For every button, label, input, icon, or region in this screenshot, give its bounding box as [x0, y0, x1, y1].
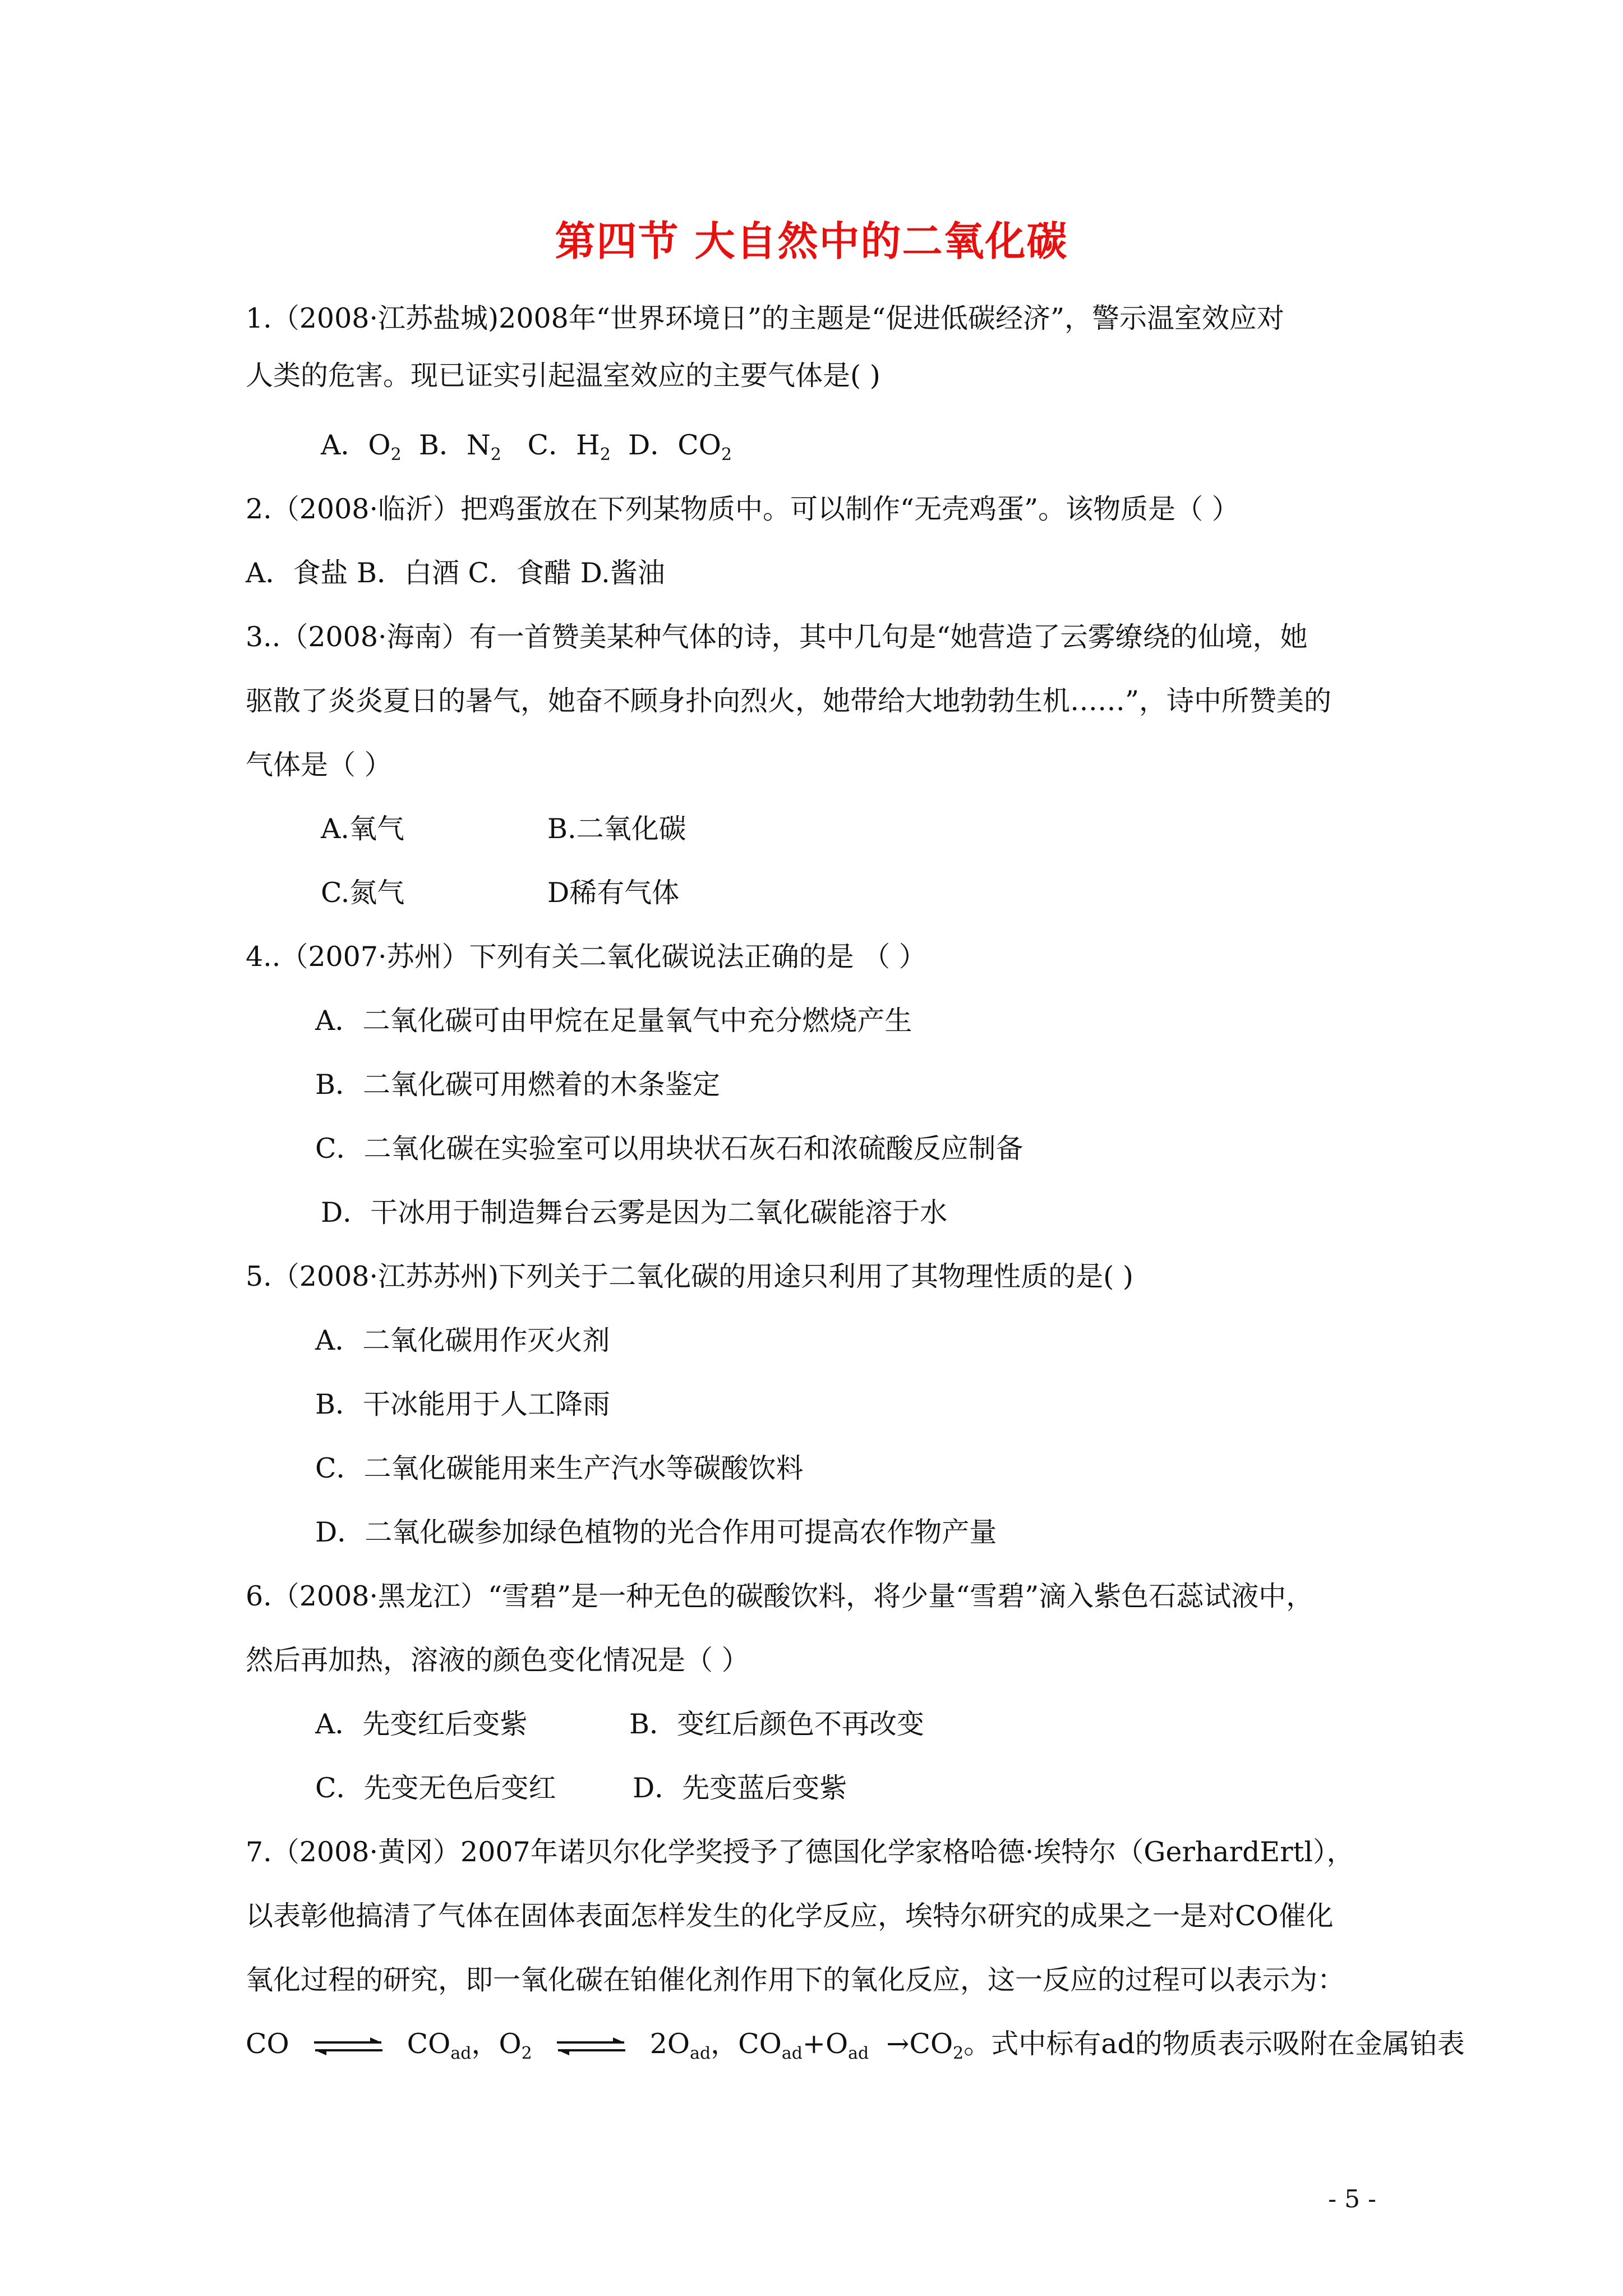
- q4-option-c: C．二氧化碳在实验室可以用块状石灰石和浓硫酸反应制备: [315, 1133, 1023, 1165]
- q7-stem-line1: 7.（2008·黄冈）2007年诺贝尔化学奖授予了德国化学家格哈德·埃特尔（GerhardErtl），: [246, 1836, 1354, 1868]
- q6-stem-line1: 6.（2008·黑龙江）“雪碧”是一种无色的碳酸饮料，将少量“雪碧”滴入紫色石蕊试液中，: [246, 1580, 1314, 1612]
- q1-option-d: D．$CO_2$: [628, 429, 732, 464]
- q3-option-d: D稀有气体: [547, 877, 680, 909]
- q6-option-b: B．变红后颜色不再改变: [629, 1708, 925, 1740]
- q3-stem-line1: 3..（2008·海南）有一首赞美某种气体的诗，其中几句是“她营造了云雾缭绕的仙境，她: [246, 621, 1308, 653]
- reversible-arrow-icon: [555, 2035, 628, 2058]
- q7-equation-line: [246, 2027, 1465, 2061]
- q1-option-b: B．$N_2$: [418, 429, 501, 464]
- q4-option-d: D．干冰用于制造舞台云雾是因为二氧化碳能溶于水: [321, 1197, 948, 1228]
- q2-stem-line1: 2.（2008·临沂）把鸡蛋放在下列某物质中。可以制作“无壳鸡蛋”。该物质是（ ）: [246, 493, 1239, 525]
- q5-option-d: D．二氧化碳参加绿色植物的光合作用可提高农作物产量: [315, 1516, 997, 1548]
- q4-option-b: B．二氧化碳可用燃着的木条鉴定: [315, 1069, 721, 1101]
- q6-option-a: A．先变红后变紫: [315, 1708, 528, 1740]
- q6-stem-line2: 然后再加热，溶液的颜色变化情况是（ ）: [246, 1644, 749, 1676]
- eq-2o-ad: $2O_{ad}$: [649, 2028, 711, 2063]
- q1-stem-line2: 人类的危害。现已证实引起温室效应的主要气体是( ): [246, 360, 880, 392]
- q1-options: [321, 429, 732, 462]
- q3-option-c: C.氮气: [321, 877, 405, 909]
- q5-option-b: B．干冰能用于人工降雨: [315, 1388, 611, 1420]
- q5-option-c: C．二氧化碳能用来生产汽水等碳酸饮料: [315, 1452, 804, 1484]
- q7-stem-line3: 氧化过程的研究，即一氧化碳在铂催化剂作用下的氧化反应，这一反应的过程可以表示为：: [246, 1964, 1345, 1996]
- q3-option-b: B.二氧化碳: [547, 813, 686, 845]
- reversible-arrow-icon: [312, 2035, 385, 2058]
- eq-tail-text: 。式中标有ad的物质表示吸附在金属铂表: [963, 2028, 1465, 2060]
- q2-options: A．食盐 B．白酒 C．食醋 D.酱油: [246, 557, 665, 589]
- page-number: - 5 -: [1328, 2185, 1376, 2214]
- eq-o2: ，$O_2$: [471, 2028, 532, 2063]
- q3-stem-line3: 气体是（ ）: [246, 749, 392, 781]
- q1-stem-line1: 1.（2008·江苏盐城)2008年“世界环境日”的主题是“促进低碳经济”，警示温室效应对: [246, 302, 1285, 334]
- q3-option-a: A.氧气: [321, 813, 404, 845]
- q6-option-c: C．先变无色后变红: [315, 1772, 556, 1804]
- eq-co2-product: $\to CO_2$: [886, 2028, 964, 2063]
- q7-stem-line2: 以表彰他搞清了气体在固体表面怎样发生的化学反应，埃特尔研究的成果之一是对CO催化: [246, 1900, 1334, 1932]
- section-title: 第四节 大自然中的二氧化碳: [555, 218, 1068, 265]
- q4-option-a: A．二氧化碳可由甲烷在足量氧气中充分燃烧产生: [315, 1005, 912, 1037]
- q1-option-c: C．$H_2$: [527, 429, 611, 464]
- q3-stem-line2: 驱散了炎炎夏日的暑气，她奋不顾身扑向烈火，她带给大地勃勃生机……”，诗中所赞美的: [246, 685, 1332, 717]
- eq-o-ad: $+O_{ad}$: [802, 2028, 869, 2063]
- q6-option-d: D．先变蓝后变紫: [633, 1772, 847, 1804]
- q1-option-a: A．$O_2$: [321, 429, 402, 464]
- q5-stem-line1: 5.（2008·江苏苏州)下列关于二氧化碳的用途只利用了其物理性质的是( ): [246, 1260, 1133, 1292]
- q5-option-a: A．二氧化碳用作灭火剂: [315, 1324, 610, 1356]
- eq-co-ad: $CO_{ad}$: [407, 2028, 472, 2063]
- eq-co: CO: [246, 2028, 289, 2060]
- q4-stem-line1: 4..（2007·苏州）下列有关二氧化碳说法正确的是 （ ）: [246, 941, 926, 973]
- eq-co-ad-2: ，$CO_{ad}$: [711, 2028, 803, 2063]
